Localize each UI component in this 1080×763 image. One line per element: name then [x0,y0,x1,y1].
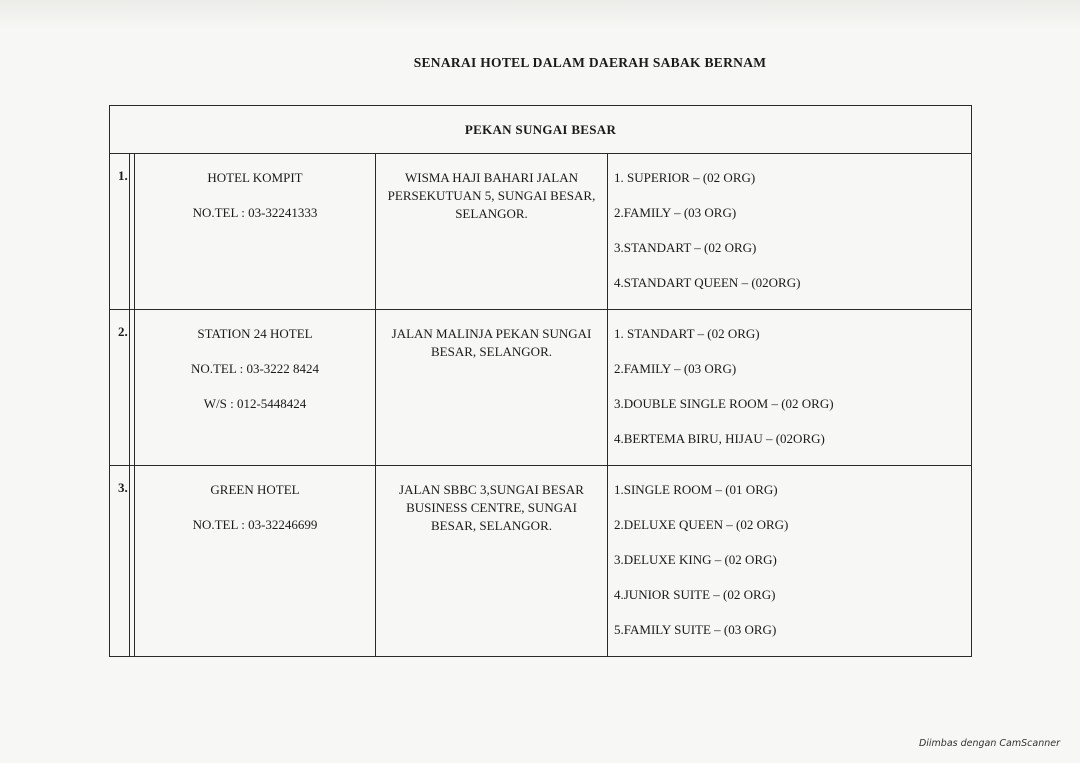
hotel-contact: NO.TEL : 03-3222 8424 [190,361,320,376]
table-row [110,154,972,310]
scan-shadow [0,0,1080,30]
hotel-name-cell [135,466,376,657]
room-item: 4.STANDART QUEEN – (02ORG) [614,275,801,290]
hotel-address: JALAN SBBC 3,SUNGAI BESAR BUSINESS CENTRE, SUNGAI BESAR, SELANGOR. [376,466,608,657]
hotel-name: STATION 24 HOTEL [197,326,313,341]
room-item: 2.DELUXE QUEEN – (02 ORG) [614,517,789,532]
hotel-address: JALAN MALINJA PEKAN SUNGAI BESAR, SELANGOR. [376,310,608,466]
hotel-contact: W/S : 012-5448424 [203,396,307,411]
room-item: 3.STANDART – (02 ORG) [614,240,757,255]
hotel-name-cell [135,310,376,466]
room-item: 1. SUPERIOR – (02 ORG) [614,170,756,185]
camscanner-watermark: Diimbas dengan CamScanner [918,738,1060,749]
room-item: 1. STANDART – (02 ORG) [614,326,760,341]
hotel-name-cell [135,154,376,310]
hotel-name: GREEN HOTEL [210,482,300,497]
section-header-row [110,106,972,154]
table-row [110,310,972,466]
room-item: 3.DOUBLE SINGLE ROOM – (02 ORG) [614,396,834,411]
room-list [608,310,972,466]
room-item: 3.DELUXE KING – (02 ORG) [614,552,777,567]
hotel-table [109,105,972,657]
row-number: 2. [110,310,130,466]
row-number: 1. [110,154,130,310]
hotel-contact: NO.TEL : 03-32246699 [192,517,318,532]
document-title: SENARAI HOTEL DALAM DAERAH SABAK BERNAM [413,55,767,70]
room-item: 5.FAMILY SUITE – (03 ORG) [614,622,777,637]
hotel-contact: NO.TEL : 03-32241333 [192,205,318,220]
room-item: 4.JUNIOR SUITE – (02 ORG) [614,587,776,602]
room-list [608,466,972,657]
room-list [608,154,972,310]
section-title: PEKAN SUNGAI BESAR [110,106,972,154]
room-item: 4.BERTEMA BIRU, HIJAU – (02ORG) [614,431,825,446]
hotel-name: HOTEL KOMPIT [207,170,303,185]
hotel-address: WISMA HAJI BAHARI JALAN PERSEKUTUAN 5, SUNGAI BESAR, SELANGOR. [376,154,608,310]
table-row [110,466,972,657]
room-item: 2.FAMILY – (03 ORG) [614,361,737,376]
room-item: 2.FAMILY – (03 ORG) [614,205,737,220]
row-number: 3. [110,466,130,657]
room-item: 1.SINGLE ROOM – (01 ORG) [614,482,778,497]
